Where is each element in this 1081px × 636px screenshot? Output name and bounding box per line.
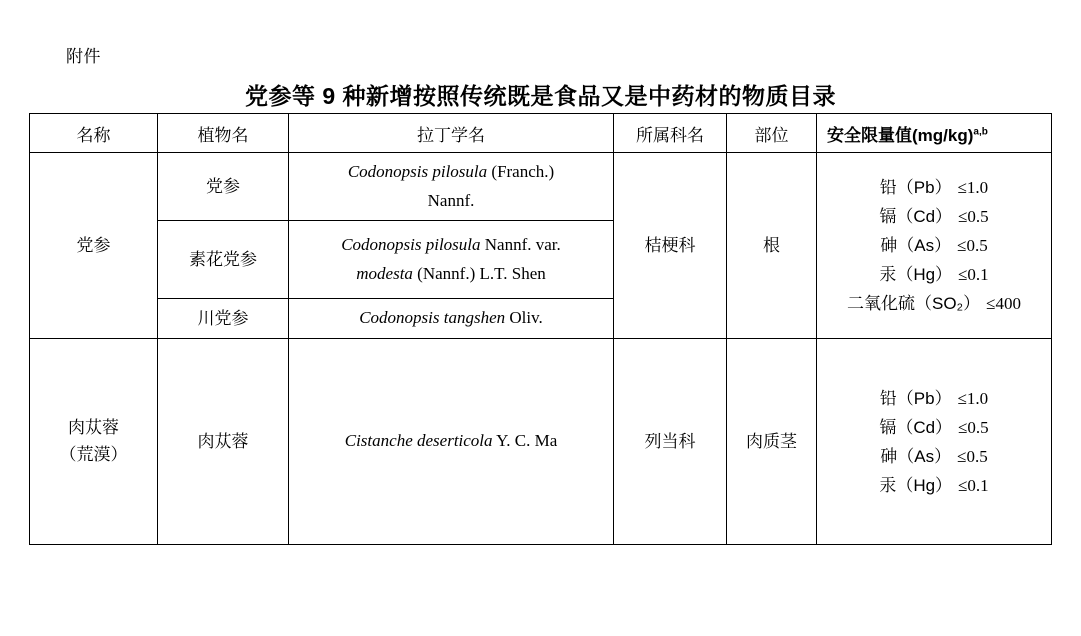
cell-family: 列当科 xyxy=(614,339,727,545)
name-stack xyxy=(30,415,157,468)
limit-line xyxy=(817,289,1051,318)
latin-italic: Codonopsis pilosula xyxy=(341,235,481,255)
limit-line xyxy=(817,413,1051,442)
table-body xyxy=(30,153,1052,545)
page-title: 党参等 9 种新增按照传统既是食品又是中药材的物质目录 xyxy=(244,83,837,109)
cell-latin-name xyxy=(289,339,614,545)
table-header xyxy=(30,114,1052,153)
table-row xyxy=(30,153,1052,221)
name-line-1: 肉苁蓉 xyxy=(68,418,119,438)
limit-value: ≤0.5 xyxy=(958,207,989,226)
limit-line xyxy=(817,471,1051,500)
limit-substance: 镉（Cd） xyxy=(879,207,953,226)
limit-substance: 砷（As） xyxy=(880,446,952,466)
cell-limits xyxy=(817,153,1052,339)
cell-plant-name: 素花党参 xyxy=(158,221,289,299)
limit-line xyxy=(817,260,1051,289)
limit-substance: 汞（Hg） xyxy=(879,265,953,284)
limit-value: ≤0.1 xyxy=(958,265,989,284)
cell-limits xyxy=(817,339,1052,545)
limit-line xyxy=(817,231,1051,260)
cell-latin-name xyxy=(289,299,614,339)
cell-plant-name: 肉苁蓉 xyxy=(158,339,289,545)
latin-italic: Cistanche deserticola xyxy=(344,431,493,451)
limit-substance: 镉（Cd） xyxy=(879,417,953,437)
cell-latin-name xyxy=(289,221,614,299)
latin-roman: Nannf. var. xyxy=(480,235,561,255)
name-line-2: （荒漠） xyxy=(59,444,128,464)
latin-roman: Oliv. xyxy=(505,308,543,328)
limit-line xyxy=(817,173,1051,202)
limit-substance: 铅（Pb） xyxy=(879,388,952,408)
header-limit xyxy=(817,114,1052,153)
cell-name-roucongrong xyxy=(30,339,158,545)
latin-roman: Y. C. Ma xyxy=(492,431,558,451)
attachment-label: 附件 xyxy=(66,47,101,66)
limit-line xyxy=(817,442,1051,471)
latin-italic: Codonopsis pilosula xyxy=(347,162,488,182)
header-family: 所属科名 xyxy=(614,114,727,153)
cell-name-dangshen: 党参 xyxy=(30,153,158,339)
header-part: 部位 xyxy=(727,114,817,153)
latin-roman: (Franch.) xyxy=(487,162,555,182)
header-name: 名称 xyxy=(30,114,158,153)
latin-roman-2: Nannf. xyxy=(427,190,475,210)
limit-line xyxy=(817,202,1051,231)
header-plant-name: 植物名 xyxy=(158,114,289,153)
header-latin-name: 拉丁学名 xyxy=(289,114,614,153)
cell-latin-name xyxy=(289,153,614,221)
limit-value: ≤1.0 xyxy=(957,178,989,197)
cell-part: 肉质茎 xyxy=(727,339,817,545)
header-row xyxy=(30,114,1052,153)
limit-substance: 二氧化硫（SO₂） xyxy=(846,294,981,313)
table-row xyxy=(30,339,1052,545)
limit-substance: 铅（Pb） xyxy=(879,178,952,197)
limit-substance: 汞（Hg） xyxy=(879,475,953,495)
limit-value: ≤0.1 xyxy=(958,475,989,495)
limit-line xyxy=(817,384,1051,413)
limit-value: ≤0.5 xyxy=(958,417,989,437)
header-limit-text: 安全限量值(mg/kg) xyxy=(827,125,974,145)
cell-plant-name: 党参 xyxy=(158,153,289,221)
latin-roman-2: (Nannf.) L.T. Shen xyxy=(412,263,546,283)
latin-italic-2: modesta xyxy=(356,263,413,283)
limit-value: ≤0.5 xyxy=(957,236,988,255)
substance-catalog-table xyxy=(29,113,1052,545)
limit-value: ≤1.0 xyxy=(957,388,989,408)
latin-italic: Codonopsis tangshen xyxy=(359,308,506,328)
limit-substance: 砷（As） xyxy=(880,236,952,255)
cell-family: 桔梗科 xyxy=(614,153,727,339)
header-limit-footnote: a,b xyxy=(973,125,988,137)
limit-value: ≤400 xyxy=(986,294,1021,313)
limit-value: ≤0.5 xyxy=(957,446,988,466)
cell-part: 根 xyxy=(727,153,817,339)
cell-plant-name: 川党参 xyxy=(158,299,289,339)
